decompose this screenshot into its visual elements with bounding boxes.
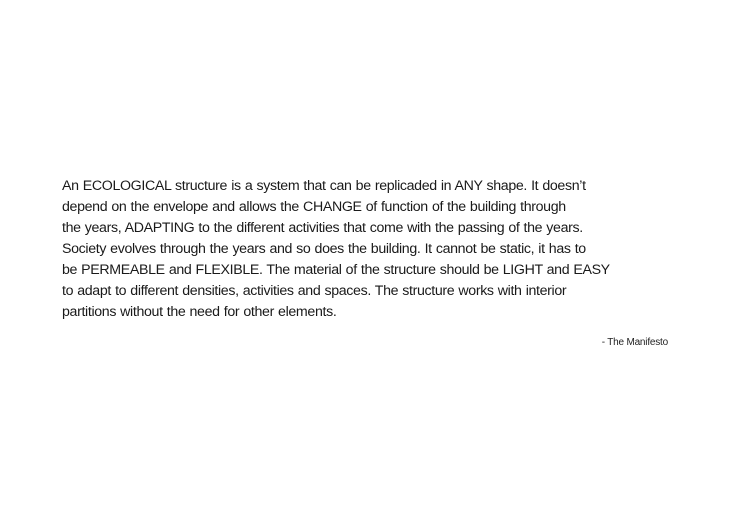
text-line: An ECOLOGICAL structure is a system that can be replicaded in ANY shape. It doesn’t	[62, 178, 586, 194]
attribution: - The Manifesto	[601, 337, 668, 348]
text-line: Society evolves through the years and so does the building. It cannot be static, it has to	[62, 241, 586, 257]
text-line: to adapt to different densities, activities and spaces. The structure works with interior	[62, 283, 567, 299]
text-line: depend on the envelope and allows the CHANGE of function of the building through	[62, 199, 566, 215]
text-line: be PERMEABLE and FLEXIBLE. The material of the structure should be LIGHT and EASY	[62, 262, 610, 278]
text-line: partitions without the need for other elements.	[62, 304, 337, 320]
text-line: the years, ADAPTING to the different activities that come with the passing of the years.	[62, 220, 583, 236]
